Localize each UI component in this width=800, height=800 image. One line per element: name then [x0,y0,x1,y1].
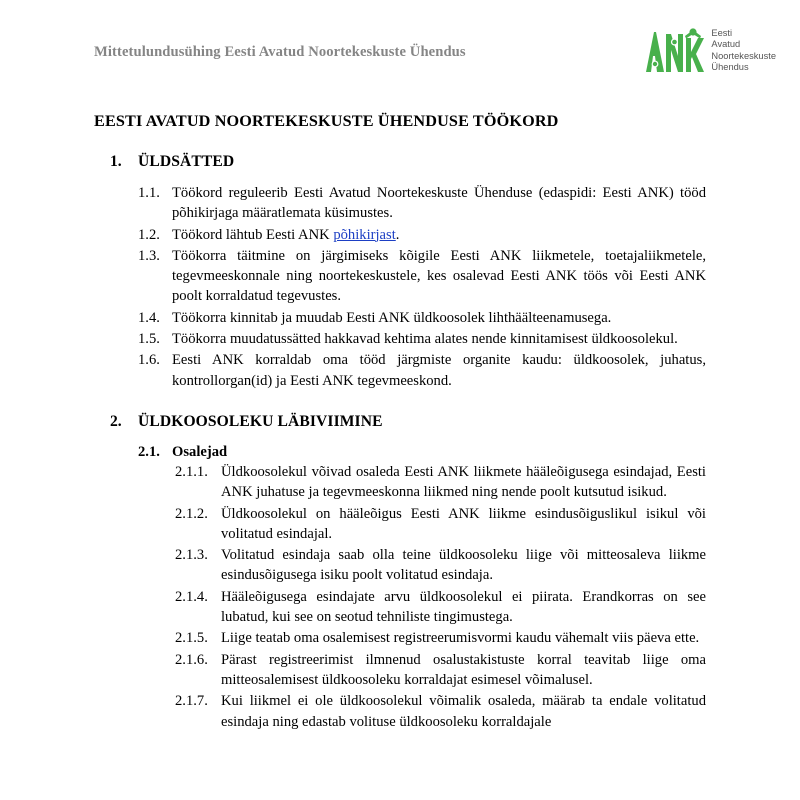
clause-1-6 [0,350,800,391]
clause-2-1-7 [0,691,800,732]
clause-2-1-6 [0,650,800,691]
clause-number-2-1-1: 2.1.1. [175,463,208,480]
clause-2-1-4 [0,587,800,628]
clause-1-2-text-after: . [395,226,400,243]
clause-1-2 [0,225,800,245]
clause-number-2-1-7: 2.1.7. [175,693,208,710]
section-heading-2 [0,413,800,431]
clause-1-3 [0,246,800,307]
clause-1-4 [0,308,800,328]
clause-number-1-4: 1.4. [138,309,160,326]
section-title-2: ÜLDKOOSOLEKU LÄBIVIIMINE [138,412,383,430]
section-number-2: 2. [110,412,122,430]
section-heading-1 [0,153,800,171]
logo-word-line-2: Avatud [711,39,741,50]
clause-text-1-4: Töökorra kinnitab ja muudab Eesti ANK üldkoosolek lihthäälteenamusega. [172,309,612,326]
clause-text-2-1-4: Hääleõigusega esindajate arvu üldkoosolekul ei piirata. Erandkorras on see lubatud, kui see on seotud tehniliste tingimustega. [221,588,706,626]
clause-2-1-1 [0,462,800,503]
clause-text-2-1-1: Üldkoosolekul võivad osaleda Eesti ANK liikmete hääleõigusega esindajad, Eesti ANK juhatuse ja tegevmeeskonna liikmed ning nende poolt kutsutud isikud. [221,463,706,501]
clause-2-1-3 [0,545,800,586]
clause-text-2-1-7: Kui liikmel ei ole üldkoosolekul võimalik osaleda, määrab ta endale volitatud esindaja ning edastab volituse üldkoosoleku korraldajale [221,693,706,730]
subsection-heading-2-1 [0,444,800,461]
clause-number-1-3: 1.3. [138,247,160,264]
clause-number-2-1-3: 2.1.3. [175,547,208,564]
logo-word-line-4: Ühendus [711,62,749,73]
clause-1-5 [0,329,800,349]
clause-text-1-6: Eesti ANK korraldab oma tööd järgmiste organite kaudu: üldkoosolek, juhatus, kontrollorgan(id) ja Eesti ANK tegevmeeskond. [172,352,706,389]
document-body [0,100,800,732]
ank-logo-icon [636,26,704,74]
clause-number-2-1-5: 2.1.5. [175,630,208,647]
clause-number-1-5: 1.5. [138,331,160,348]
clause-text-1-1: Töökord reguleerib Eesti Avatud Noortekeskuste Ühenduse (edaspidi: Eesti ANK) tööd põhikirjaga määratlemata küsimustes. [172,185,706,222]
header-organization-name: Mittetulundusühing Eesti Avatud Noortekeskuste Ühendus [94,44,466,60]
clause-2-1-5 [0,628,800,648]
clause-2-1-2 [0,504,800,545]
clause-text-2-1-6: Pärast registreerimist ilmnenud osalustakistuste korral teavitab liige oma mitteosalemisest üldkoosoleku korraldajat esimesel võimalusel. [221,651,706,688]
pohikiri-link[interactable]: põhikirjast [333,226,396,243]
ank-logo [636,26,776,74]
clause-number-1-1: 1.1. [138,185,160,201]
section-number-1: 1. [110,153,122,170]
ank-logo-wordmark [711,26,776,74]
clause-number-1-6: 1.6. [138,352,160,369]
clause-number-1-2: 1.2. [138,226,160,243]
page-header [0,0,800,100]
clause-text-1-2 [172,225,706,245]
clause-text-1-5: Töökorra muudatussätted hakkavad kehtima alates nende kinnitamisest üldkoosolekul. [172,331,678,348]
logo-word-line-3: Noortekeskuste [711,50,776,61]
clause-text-2-1-3: Volitatud esindaja saab olla teine üldkoosoleku liige või mitteosaleva liikme esindusõigusega isiku poolt volitatud esindaja. [221,547,706,584]
clause-text-2-1-2: Üldkoosolekul on hääleõigus Eesti ANK liikme esindusõiguslikul isikul või volitatud esindajal. [221,505,706,542]
clause-text-1-3: Töökorra täitmine on järgimiseks kõigile Eesti ANK liikmetele, toetajaliikmetele, tegevmeeskonnale ning noortekeskustele, kes osalevad Eesti ANK töös või Eesti ANK poolt korraldatud tegevustes. [172,247,706,305]
clause-number-2-1-2: 2.1.2. [175,505,208,522]
clause-1-1 [0,183,800,224]
subsection-number-2-1: 2.1. [138,443,160,460]
logo-word-line-1: Eesti [711,28,733,38]
subsection-title-2-1: Osalejad [172,443,228,460]
clause-number-2-1-4: 2.1.4. [175,588,208,605]
clause-number-2-1-6: 2.1.6. [175,651,208,668]
section-title-1: ÜLDSÄTTED [138,153,235,170]
clause-1-2-text-before: Töökord lähtub Eesti ANK [172,226,334,243]
document-title: EESTI AVATUD NOORTEKESKUSTE ÜHENDUSE TÖÖKORD [94,112,559,130]
clause-text-2-1-5: Liige teatab oma osalemisest registreerumisvormi kaudu vähemalt viis päeva ette. [221,630,700,647]
